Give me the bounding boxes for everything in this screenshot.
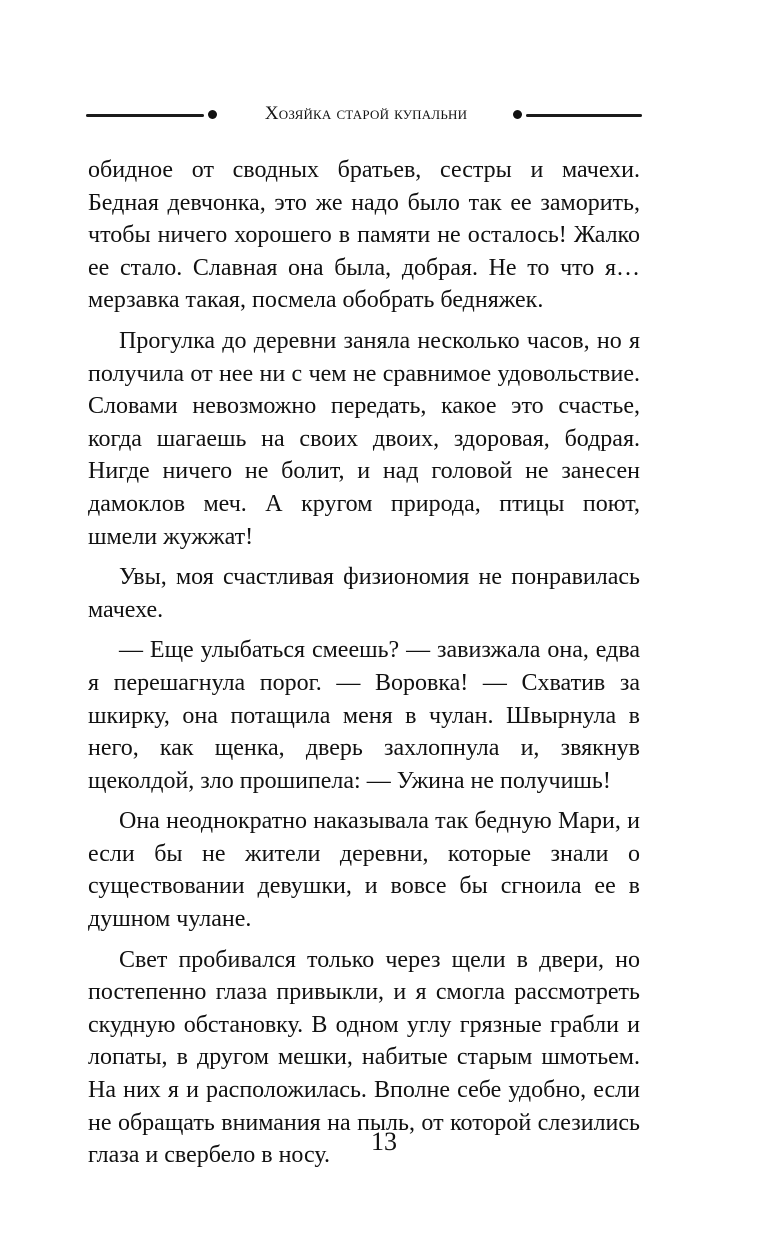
paragraph-3: Увы, моя счастливая физиономия не понравилась мачехе.: [88, 564, 640, 623]
left-ornament-dot: [208, 110, 217, 119]
body-text: [88, 154, 640, 1180]
running-header: [86, 100, 642, 132]
paragraph-2: Прогулка до деревни заняла несколько часов, но я получила от нее ни с чем не сравнимое удовольствие. Словами невозможно передать, какое это счастье, когда шагаешь на своих двоих, здоровая, бодрая. Нигде ничего не болит, и над головой не занесен дамоклов меч. А кругом природа, птицы поют, шмели жужжат!: [88, 327, 640, 550]
paragraph-5: Она неоднократно наказывала так бедную Мари, и если бы не жители деревни, которые знали о существовании девушки, и вовсе бы сгноила ее в душном чулане.: [88, 808, 640, 933]
right-ornament-line: [526, 114, 642, 117]
paragraph-1: обидное от сводных братьев, сестры и мачехи. Бедная девчонка, это же надо было так ее заморить, чтобы ничего хорошего в памяти не осталось! Жалко ее стало. Славная она была, добрая. Не то что я… мерзавка такая, посмела обобрать бедняжек.: [88, 157, 640, 314]
page-number: 13: [371, 1127, 397, 1156]
left-ornament-line: [86, 114, 204, 117]
paragraph-4: — Еще улыбаться смеешь? — завизжала она, едва я перешагнула порог. — Воровка! — Схватив за шкирку, она потащила меня в чулан. Швырнула в него, как щенка, дверь захлопнула и, звякнув щеколдой, зло прошипела: — Ужина не получишь!: [88, 637, 640, 794]
running-title: Хозяйка старой купальни: [264, 103, 468, 124]
right-ornament-dot: [513, 110, 522, 119]
paragraph-6: Свет пробивался только через щели в двери, но постепенно глаза привыкли, и я смогла рассмотреть скудную обстановку. В одном углу грязные грабли и лопаты, в другом мешки, набитые старым шмотьем. На них я и расположилась. Вполне себе удобно, если не обращать внимания на пыль, от которой слезились глаза и свербело в носу.: [88, 946, 640, 1169]
